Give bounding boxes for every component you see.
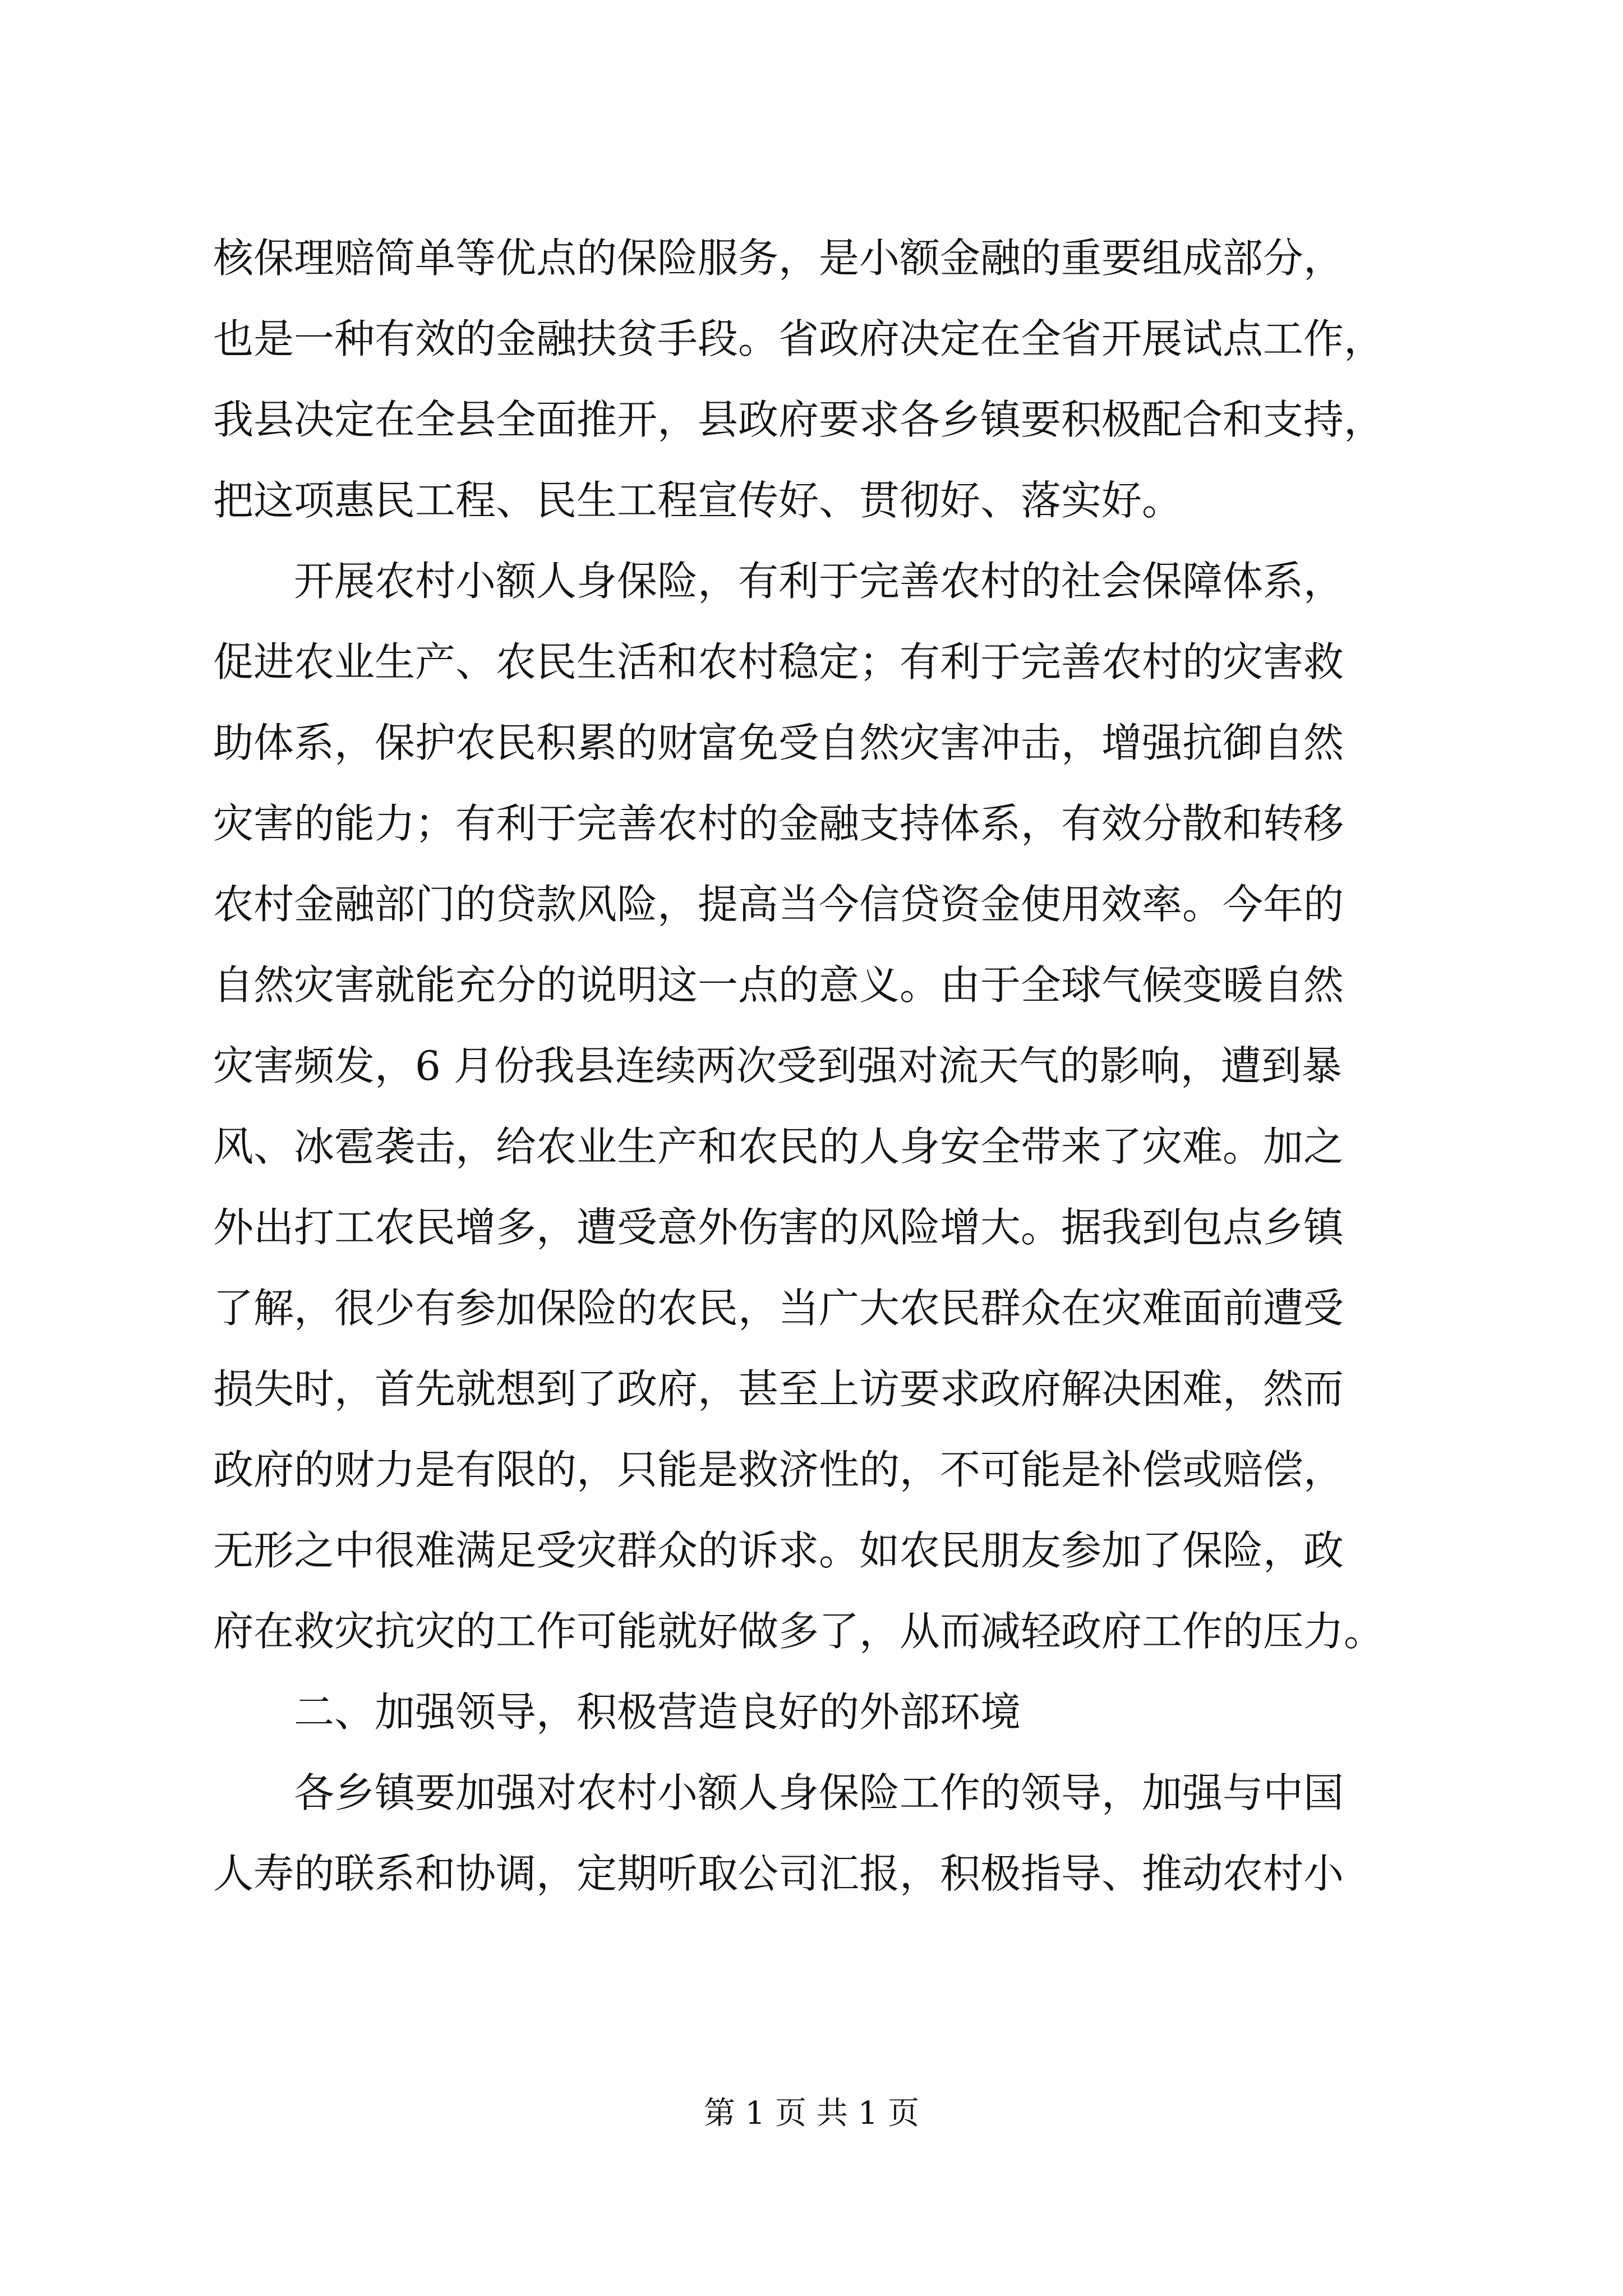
text-line: 风、冰雹袭击，给农业生产和农民的人身安全带来了灾难。加之 bbox=[213, 1123, 1344, 1170]
page-footer bbox=[0, 2091, 1623, 2136]
paragraph-start-line: 各乡镇要加强对农村小额人身保险工作的领导，加强与中国 bbox=[213, 1769, 1344, 1816]
text-line: 我县决定在全县全面推开，县政府要求各乡镇要积极配合和支持， bbox=[213, 396, 1385, 443]
text-line: 助体系，保护农民积累的财富免受自然灾害冲击，增强抗御自然 bbox=[213, 719, 1344, 766]
text-line: 自然灾害就能充分的说明这一点的意义。由于全球气候变暖自然 bbox=[213, 961, 1344, 1009]
text-line: 了解，很少有参加保险的农民，当广大农民群众在灾难面前遭受 bbox=[213, 1285, 1344, 1332]
text-line: 农村金融部门的贷款风险，提高当今信贷资金使用效率。今年的 bbox=[213, 881, 1344, 928]
page-number: 第 1 页 共 1 页 bbox=[703, 2095, 920, 2132]
text-line: 把这项惠民工程、民生工程宣传好、贯彻好、落实好。 bbox=[213, 477, 1183, 524]
text-line: 灾害的能力；有利于完善农村的金融支持体系，有效分散和转移 bbox=[213, 800, 1344, 847]
text-line: 灾害频发，6 月份我县连续两次受到强对流天气的影响，遭到暴 bbox=[213, 1042, 1342, 1089]
text-line: 也是一种有效的金融扶贫手段。省政府决定在全省开展试点工作， bbox=[213, 315, 1385, 362]
text-line: 促进农业生产、农民生活和农村稳定；有利于完善农村的灾害救 bbox=[213, 638, 1344, 685]
text-line: 人寿的联系和协调，定期听取公司汇报，积极指导、推动农村小 bbox=[213, 1850, 1344, 1897]
text-line: 府在救灾抗灾的工作可能就好做多了，从而减轻政府工作的压力。 bbox=[213, 1608, 1385, 1655]
text-line: 政府的财力是有限的，只能是救济性的，不可能是补偿或赔偿， bbox=[213, 1446, 1344, 1493]
text-line: 损失时，首先就想到了政府，甚至上访要求政府解决困难，然而 bbox=[213, 1365, 1344, 1412]
paragraph-start-line: 开展农村小额人身保险，有利于完善农村的社会保障体系， bbox=[213, 558, 1344, 605]
text-line: 无形之中很难满足受灾群众的诉求。如农民朋友参加了保险，政 bbox=[213, 1527, 1344, 1574]
section-heading: 二、加强领导，积极营造良好的外部环境 bbox=[213, 1688, 1021, 1736]
document-body bbox=[213, 218, 1481, 1914]
text-line: 外出打工农民增多，遭受意外伤害的风险增大。据我到包点乡镇 bbox=[213, 1204, 1344, 1251]
text-line: 核保理赔简单等优点的保险服务，是小额金融的重要组成部分， bbox=[213, 234, 1344, 282]
